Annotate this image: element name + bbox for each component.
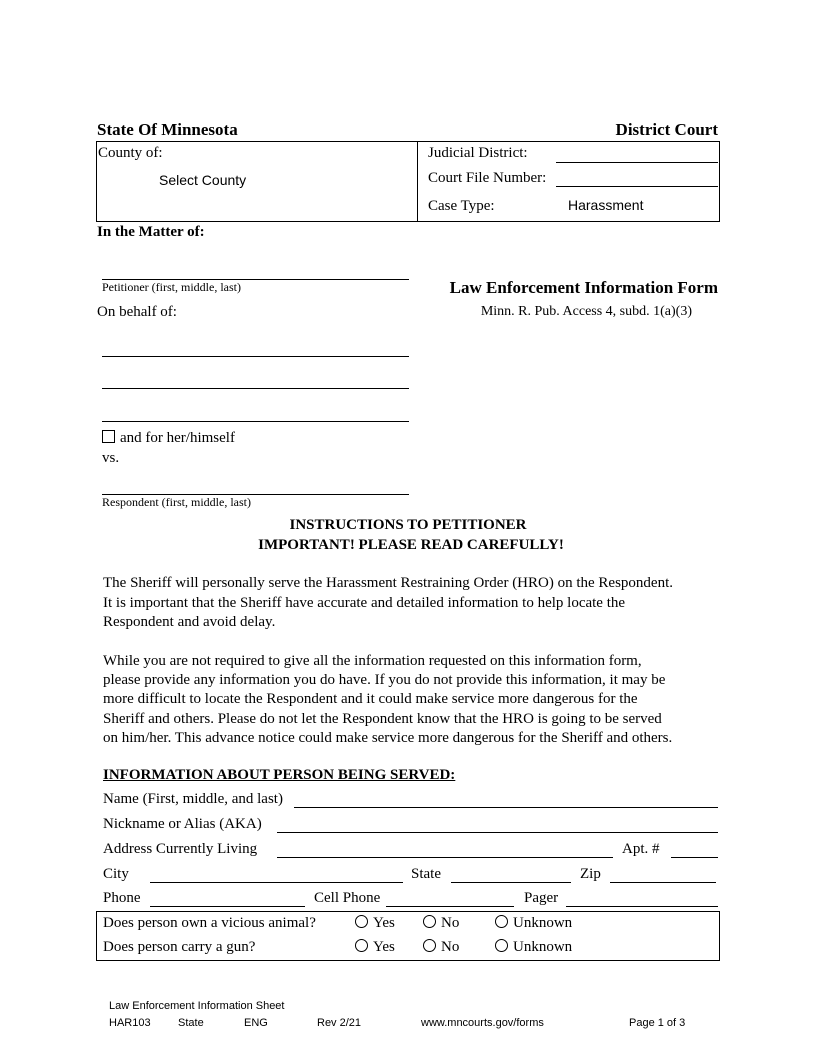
zip-field[interactable] — [610, 882, 716, 883]
in-the-matter-of: In the Matter of: — [97, 224, 205, 240]
vs-label: vs. — [102, 450, 120, 466]
gun-question: Does person carry a gun? — [103, 939, 256, 955]
self-checkbox[interactable] — [102, 430, 115, 443]
vicious-animal-question: Does person own a vicious animal? — [103, 915, 316, 931]
gun-no-label: No — [441, 939, 460, 955]
animal-no-option[interactable] — [423, 915, 459, 932]
footer-state: State — [178, 1017, 204, 1029]
footer-revision: Rev 2/21 — [317, 1017, 362, 1029]
on-behalf-of-label: On behalf of: — [97, 304, 177, 320]
court-file-number-label: Court File Number: — [428, 170, 547, 186]
case-type-label: Case Type: — [428, 198, 495, 214]
animal-yes-radio[interactable] — [355, 915, 368, 928]
county-label: County of: — [98, 145, 163, 161]
gun-yes-radio[interactable] — [355, 939, 368, 952]
animal-yes-option[interactable] — [355, 915, 395, 932]
form-citation: Minn. R. Pub. Access 4, subd. 1(a)(3) — [480, 304, 692, 319]
gun-yes-label: Yes — [373, 939, 395, 955]
paragraph-2-line: Sheriff and others. Please do not let the Respondent know that the HRO is going to be served — [103, 710, 662, 727]
state-label: State — [411, 866, 441, 882]
paragraph-2-line: please provide any information you do have. If you do not provide this information, it may be — [103, 672, 666, 689]
animal-no-radio[interactable] — [423, 915, 436, 928]
person-info-heading: INFORMATION ABOUT PERSON BEING SERVED: — [103, 767, 456, 783]
form-title: Law Enforcement Information Form — [449, 278, 718, 297]
gun-unknown-label: Unknown — [513, 939, 573, 955]
paragraph-1-line: The Sheriff will personally serve the Harassment Restraining Order (HRO) on the Respondent. — [103, 575, 673, 591]
state-title: State Of Minnesota — [97, 120, 238, 139]
respondent-label: Respondent (first, middle, last) — [102, 495, 251, 509]
paragraph-2-line: on him/her. This advance notice could make service more dangerous for the Sheriff and others. — [103, 729, 673, 746]
address-field[interactable] — [277, 857, 613, 858]
name-field[interactable] — [294, 807, 718, 808]
footer-language: ENG — [244, 1017, 268, 1029]
gun-no-option[interactable] — [423, 939, 459, 956]
address-label: Address Currently Living — [103, 841, 258, 857]
instructions-paragraph-1 — [103, 574, 673, 633]
paragraph-1-line: Respondent and avoid delay. — [103, 614, 276, 630]
on-behalf-of-field-2[interactable] — [102, 388, 409, 389]
judicial-district-field[interactable] — [556, 162, 718, 163]
instructions-heading: INSTRUCTIONS TO PETITIONER — [289, 517, 527, 533]
animal-unknown-radio[interactable] — [495, 915, 508, 928]
city-field[interactable] — [150, 882, 403, 883]
animal-unknown-option[interactable] — [495, 915, 572, 932]
animal-no-label: No — [441, 915, 460, 931]
footer-page-number: Page 1 of 3 — [629, 1017, 686, 1029]
self-checkbox-row[interactable] — [102, 430, 235, 447]
judicial-district-label: Judicial District: — [428, 145, 528, 161]
animal-yes-label: Yes — [373, 915, 395, 931]
pager-field[interactable] — [566, 906, 718, 907]
footer-form-code: HAR103 — [109, 1017, 151, 1029]
city-label: City — [103, 866, 129, 882]
phone-label: Phone — [103, 890, 141, 906]
on-behalf-of-field-1[interactable] — [102, 356, 409, 357]
court-title: District Court — [615, 120, 718, 139]
cell-phone-field[interactable] — [386, 906, 514, 907]
nickname-field[interactable] — [277, 832, 718, 833]
on-behalf-of-field-3[interactable] — [102, 421, 409, 422]
cell-phone-label: Cell Phone — [314, 890, 381, 906]
county-select[interactable]: Select County — [159, 172, 247, 188]
animal-unknown-label: Unknown — [513, 915, 573, 931]
state-field[interactable] — [451, 882, 571, 883]
apt-field[interactable] — [671, 857, 718, 858]
gun-unknown-radio[interactable] — [495, 939, 508, 952]
pager-label: Pager — [524, 890, 559, 906]
footer-url[interactable]: www.mncourts.gov/forms — [421, 1017, 544, 1029]
instructions-warning: IMPORTANT! PLEASE READ CAREFULLY! — [258, 537, 564, 553]
paragraph-1-line: It is important that the Sheriff have accurate and detailed information to help locate the — [103, 594, 626, 611]
apt-label: Apt. # — [622, 841, 660, 857]
gun-no-radio[interactable] — [423, 939, 436, 952]
case-type-value: Harassment — [568, 197, 644, 213]
nickname-label: Nickname or Alias (AKA) — [103, 816, 262, 832]
paragraph-2-line: more difficult to locate the Respondent and it could make service more dangerous for the — [103, 691, 638, 708]
name-label: Name (First, middle, and last) — [103, 791, 283, 807]
phone-field[interactable] — [150, 906, 305, 907]
gun-yes-option[interactable] — [355, 939, 395, 956]
court-file-number-field[interactable] — [556, 186, 718, 187]
gun-unknown-option[interactable] — [495, 939, 572, 956]
paragraph-2-line: While you are not required to give all the information requested on this information form, — [103, 653, 642, 669]
instructions-paragraph-2 — [103, 652, 672, 748]
zip-label: Zip — [580, 866, 601, 882]
petitioner-label: Petitioner (first, middle, last) — [102, 280, 241, 294]
footer-sheet-title: Law Enforcement Information Sheet — [109, 1000, 285, 1012]
caption-divider — [417, 142, 418, 221]
self-checkbox-label: and for her/himself — [120, 430, 235, 446]
